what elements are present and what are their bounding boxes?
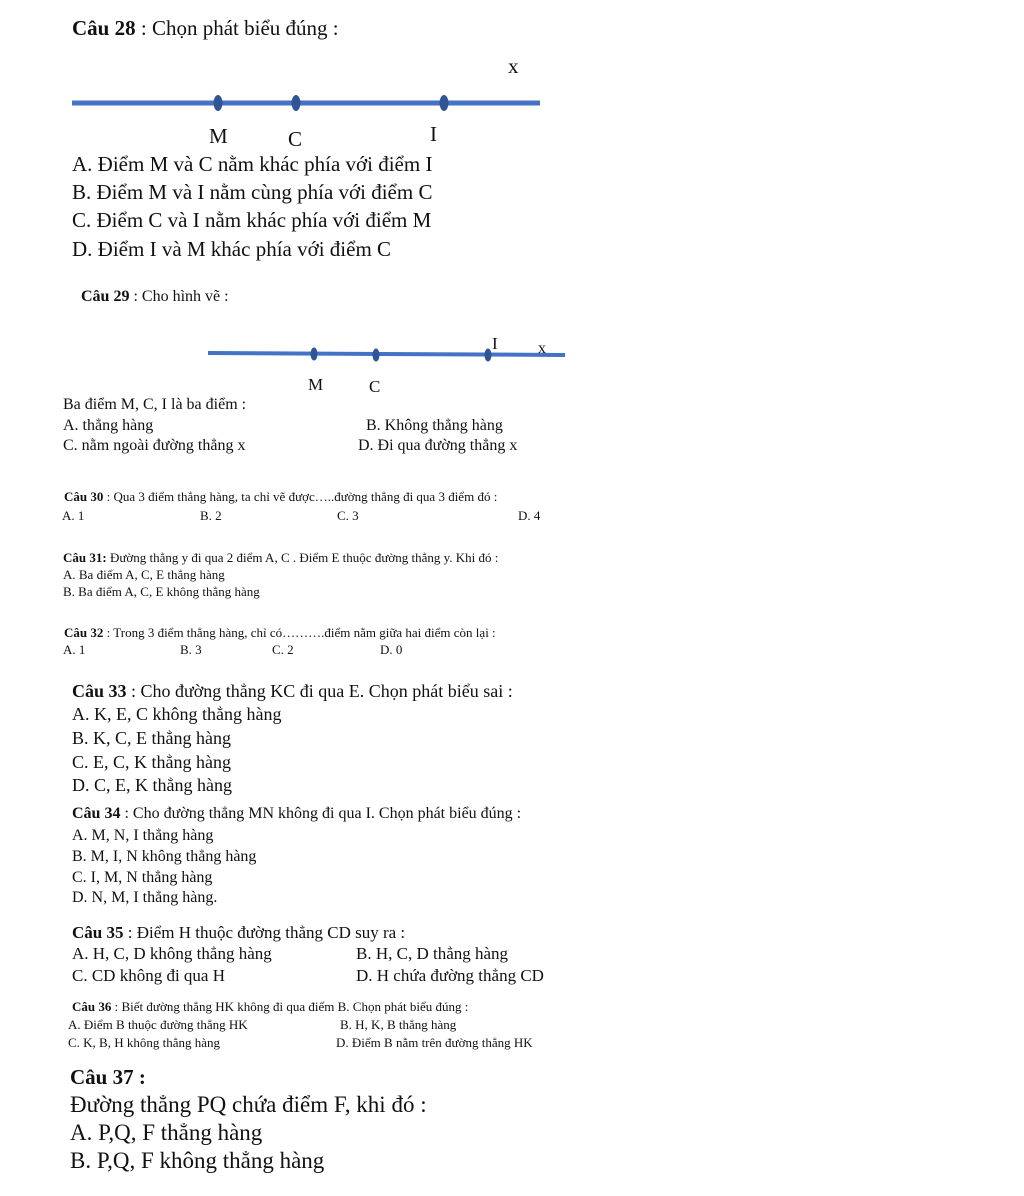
q31-title: Câu 31: bbox=[63, 550, 107, 565]
q35-option-b: B. H, C, D thẳng hàng bbox=[356, 944, 509, 963]
q29-option-c: C. nằm ngoài đường thẳng x bbox=[63, 437, 246, 454]
q29-option-b: B. Không thẳng hàng bbox=[366, 417, 503, 434]
q30-option-c: C. 3 bbox=[337, 508, 359, 523]
q35-option-d: D. H chứa đường thẳng CD bbox=[356, 966, 544, 985]
q33-option-b: B. K, C, E thẳng hàng bbox=[72, 728, 231, 748]
q29-option-d: D. Đi qua đường thẳng x bbox=[358, 437, 518, 454]
q28-label-c: C bbox=[288, 127, 303, 151]
q34-option-b: B. M, I, N không thẳng hàng bbox=[72, 848, 257, 865]
q36-option-c: C. K, B, H không thẳng hàng bbox=[68, 1035, 221, 1050]
q29-option-a: A. thẳng hàng bbox=[63, 417, 154, 434]
q28-title: Câu 28 bbox=[72, 16, 136, 40]
q30-option-b: B. 2 bbox=[200, 508, 222, 523]
q36-title: Câu 36 bbox=[72, 999, 112, 1014]
q34-prompt: : Cho đường thẳng MN không đi qua I. Chọn phát biểu đúng : bbox=[120, 805, 522, 822]
q37-title: Câu 37 : bbox=[70, 1065, 146, 1089]
q32-option-c: C. 2 bbox=[272, 642, 294, 657]
q34-title: Câu 34 bbox=[72, 805, 121, 822]
q29-prompt: : Cho hình vẽ : bbox=[129, 288, 229, 305]
q37-option-a: A. P,Q, F thẳng hàng bbox=[70, 1120, 263, 1145]
q33-option-a: A. K, E, C không thẳng hàng bbox=[72, 704, 282, 724]
q29-heading bbox=[81, 288, 229, 306]
q34-option-a: A. M, N, I thẳng hàng bbox=[72, 827, 214, 844]
q28-label-m: M bbox=[209, 124, 228, 148]
q37-prompt: Đường thẳng PQ chứa điểm F, khi đó : bbox=[70, 1092, 427, 1117]
q32-option-a: A. 1 bbox=[63, 642, 86, 657]
q28-prompt: : Chọn phát biểu đúng : bbox=[135, 16, 339, 40]
q30-title: Câu 30 bbox=[64, 489, 104, 504]
q28-figure bbox=[72, 54, 540, 151]
q30-option-d: D. 4 bbox=[518, 508, 541, 523]
q29-point-m bbox=[311, 348, 318, 361]
q29-figure bbox=[208, 334, 565, 396]
q31-prompt: Đường thẳng y đi qua 2 điểm A, C . Điểm E thuộc đường thẳng y. Khi đó : bbox=[106, 550, 499, 565]
q33-heading bbox=[72, 681, 513, 702]
q35-heading bbox=[72, 923, 405, 943]
q28-option-d: D. Điểm I và M khác phía với điểm C bbox=[72, 237, 392, 261]
q36-option-d: D. Điểm B nằm trên đường thẳng HK bbox=[336, 1035, 533, 1050]
q36-prompt: : Biết đường thẳng HK không đi qua điểm B. Chọn phát biểu đúng : bbox=[111, 999, 469, 1014]
q29-label-m: M bbox=[308, 375, 324, 394]
q31-heading bbox=[63, 550, 498, 566]
q35-option-a: A. H, C, D không thẳng hàng bbox=[72, 944, 272, 963]
q31-option-a: A. Ba điểm A, C, E thẳng hàng bbox=[63, 567, 225, 582]
q28-point-c bbox=[292, 95, 301, 111]
q29-point-c bbox=[373, 349, 380, 362]
q31-option-b: B. Ba điểm A, C, E không thẳng hàng bbox=[63, 584, 260, 599]
q35-title: Câu 35 bbox=[72, 923, 124, 942]
q29-title: Câu 29 bbox=[81, 288, 130, 305]
q36-heading bbox=[72, 999, 468, 1015]
q33-option-d: D. C, E, K thẳng hàng bbox=[72, 775, 232, 795]
q28-option-b: B. Điểm M và I nằm cùng phía với điểm C bbox=[72, 180, 433, 204]
q33-prompt: : Cho đường thẳng KC đi qua E. Chọn phát biểu sai : bbox=[126, 681, 513, 701]
q30-prompt: : Qua 3 điểm thẳng hàng, ta chỉ vẽ được…..đường thẳng đi qua 3 điểm đó : bbox=[103, 489, 498, 504]
q32-option-b: B. 3 bbox=[180, 642, 202, 657]
q33-option-c: C. E, C, K thẳng hàng bbox=[72, 752, 231, 772]
q32-title: Câu 32 bbox=[64, 625, 104, 640]
q29-label-i: I bbox=[492, 334, 498, 353]
q32-heading bbox=[64, 625, 496, 641]
q36-option-b: B. H, K, B thẳng hàng bbox=[340, 1017, 457, 1032]
q29-line-x bbox=[208, 353, 565, 355]
q35-prompt: : Điểm H thuộc đường thẳng CD suy ra : bbox=[123, 923, 406, 942]
q28-point-m bbox=[214, 95, 223, 111]
q29-point-i bbox=[485, 349, 492, 362]
q28-option-a: A. Điểm M và C nằm khác phía với điểm I bbox=[72, 152, 433, 176]
q29-label-x: x bbox=[538, 340, 546, 357]
q30-option-a: A. 1 bbox=[62, 508, 85, 523]
q35-option-c: C. CD không đi qua H bbox=[72, 966, 225, 985]
q28-point-i bbox=[440, 95, 449, 111]
q36-option-a: A. Điểm B thuộc đường thẳng HK bbox=[68, 1017, 248, 1032]
q29-stem: Ba điểm M, C, I là ba điểm : bbox=[63, 396, 247, 413]
q29-label-c: C bbox=[369, 377, 381, 396]
q28-label-x: x bbox=[508, 54, 519, 78]
q30-heading bbox=[64, 489, 497, 505]
q34-heading bbox=[72, 805, 521, 823]
q28-heading bbox=[72, 16, 339, 41]
q32-option-d: D. 0 bbox=[380, 642, 403, 657]
q34-option-c: C. I, M, N thẳng hàng bbox=[72, 869, 213, 886]
q33-title: Câu 33 bbox=[72, 681, 127, 701]
q28-label-i: I bbox=[430, 122, 437, 146]
q32-prompt: : Trong 3 điểm thẳng hàng, chỉ có……….điểm nằm giữa hai điểm còn lại : bbox=[103, 625, 496, 640]
q28-option-c: C. Điểm C và I nằm khác phía với điểm M bbox=[72, 208, 432, 232]
q37-option-b: B. P,Q, F không thẳng hàng bbox=[70, 1148, 325, 1173]
q34-option-d: D. N, M, I thẳng hàng. bbox=[72, 889, 218, 906]
